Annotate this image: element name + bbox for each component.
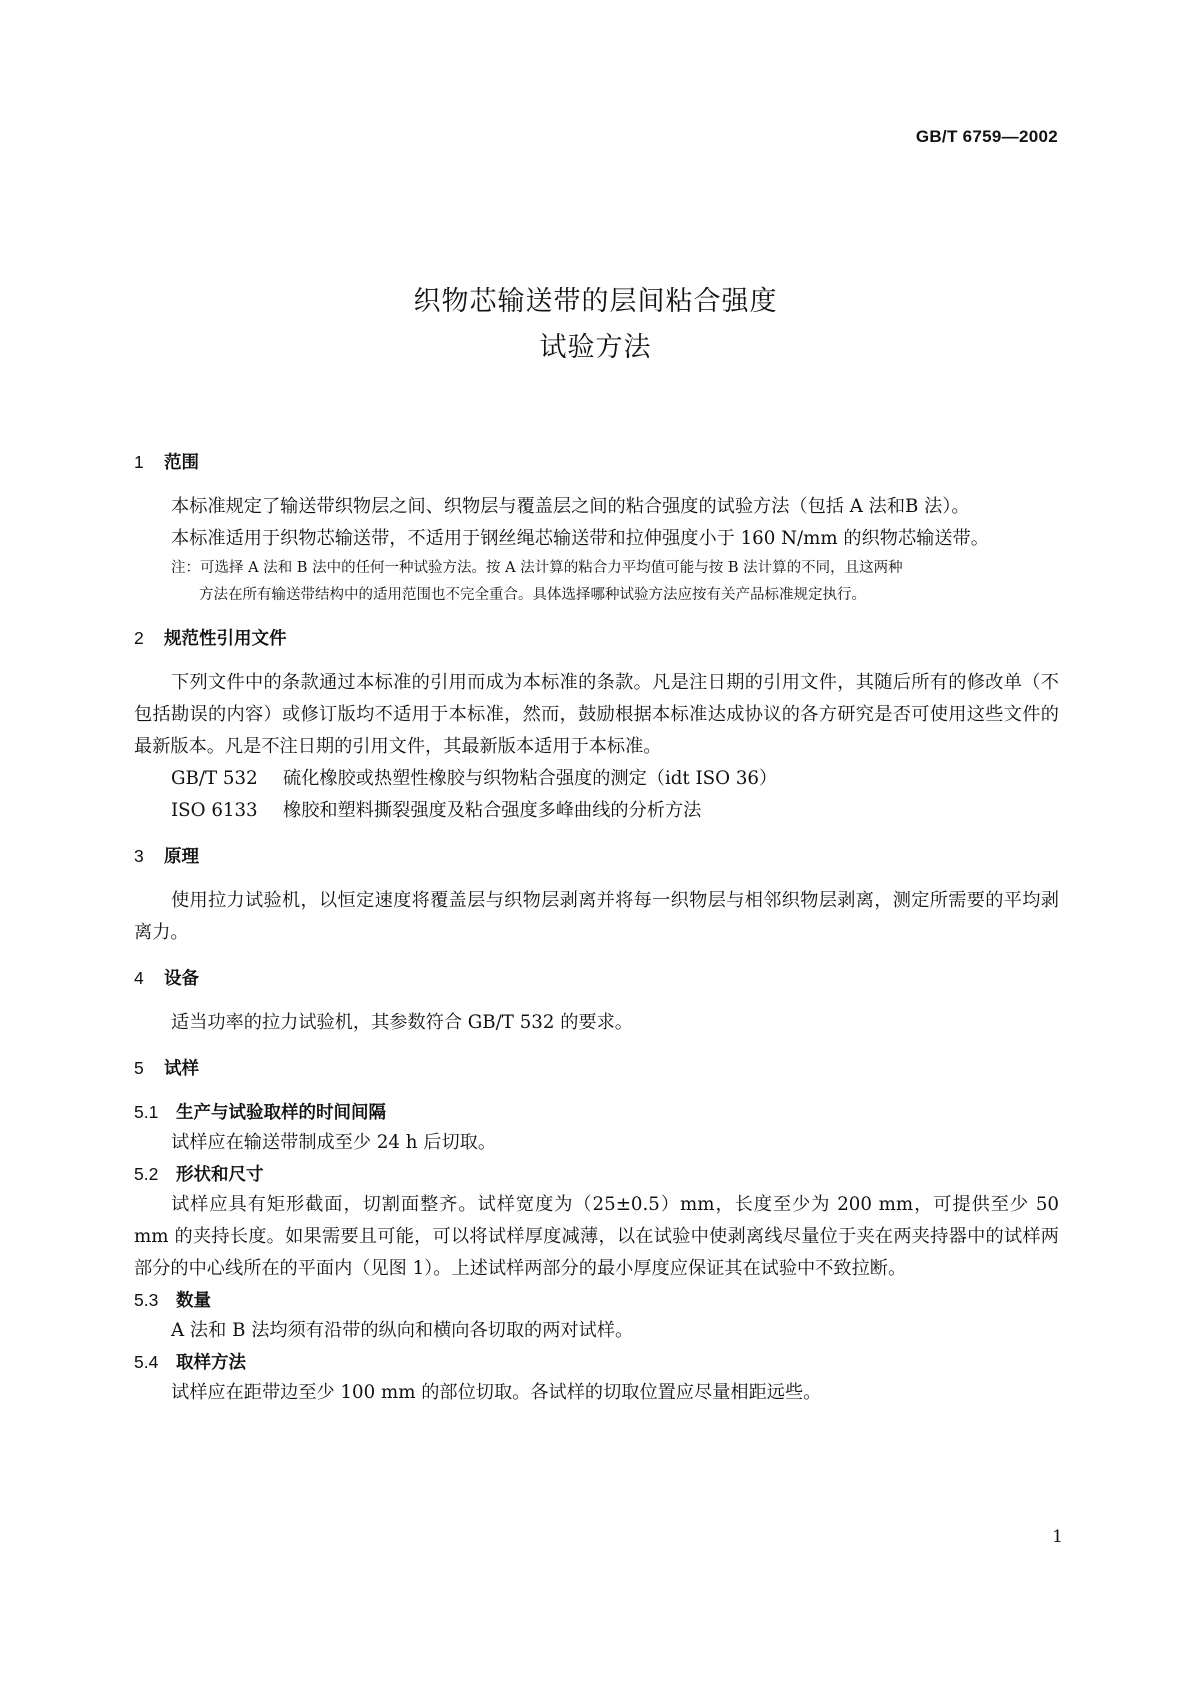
- paragraph: 下列文件中的条款通过本标准的引用而成为本标准的条款。凡是注日期的引用文件，其随后所有的修改单（不包括勘误的内容）或修订版均不适用于本标准，然而，鼓励根据本标准达成协议的各方研究是否可使用这些文件的最新版本。凡是不注日期的引用文件，其最新版本适用于本标准。: [134, 672, 1059, 757]
- paragraph: 适当功率的拉力试验机，其参数符合 GB/T 532 的要求。: [171, 1012, 633, 1033]
- paragraph: 试样应在距带边至少 100 mm 的部位切取。各试样的切取位置应尽量相距远些。: [171, 1382, 822, 1403]
- subsection-heading: 5.1 生产与试验取样的时间间隔: [134, 1102, 386, 1123]
- document-subtitle: 试验方法: [539, 332, 652, 363]
- note: 注：可选择 A 法和 B 法中的任何一种试验方法。按 A 法计算的粘合力平均值可能与按 B 法计算的不同，且这两种 方法在所有输送带结构中的适用范围也不完全重合。具体选择哪种试验方法应按有关产品标准规定执行。: [171, 560, 903, 603]
- section-heading: 4 设备: [134, 968, 199, 989]
- paragraph: 试样应在输送带制成至少 24 h 后切取。: [171, 1132, 497, 1153]
- paragraph: 本标准适用于织物芯输送带，不适用于钢丝绳芯输送带和拉伸强度小于 160 N/mm 的织物芯输送带。: [171, 528, 989, 549]
- subsection-heading: 5.4 取样方法: [134, 1352, 246, 1373]
- section-heading: 1 范围: [134, 452, 199, 473]
- paragraph: 本标准规定了输送带织物层之间、织物层与覆盖层之间的粘合强度的试验方法（包括 A 法和B 法）。: [171, 496, 970, 517]
- paragraph: A 法和 B 法均须有沿带的纵向和横向各切取的两对试样。: [171, 1320, 634, 1341]
- reference-item: ISO 6133 橡胶和塑料撕裂强度及粘合强度多峰曲线的分析方法: [171, 800, 702, 821]
- reference-item: GB/T 532 硫化橡胶或热塑性橡胶与织物粘合强度的测定（idt ISO 36）: [171, 768, 778, 789]
- section-heading: 3 原理: [134, 846, 199, 867]
- subsection-heading: 5.2 形状和尺寸: [134, 1164, 264, 1185]
- standard-number: GB/T 6759—2002: [915, 127, 1058, 146]
- document-title: 织物芯输送带的层间粘合强度: [413, 286, 778, 317]
- paragraph: 试样应具有矩形截面，切割面整齐。试样宽度为（25±0.5）mm，长度至少为 200 mm，可提供至少 50 mm 的夹持长度。如果需要且可能，可以将试样厚度减薄，以在试验中使剥离线尽量位于夹在两夹持器中的试样两部分的中心线所在的平面内（见图 1）。上述试样两部分的最小厚度应保证其在试验中不致拉断。: [134, 1194, 1059, 1279]
- page-number: 1: [1052, 1527, 1063, 1547]
- document-body: [134, 447, 1059, 1409]
- subsection-heading: 5.3 数量: [134, 1290, 211, 1311]
- section-heading: 2 规范性引用文件: [134, 628, 287, 649]
- paragraph: 使用拉力试验机，以恒定速度将覆盖层与织物层剥离并将每一织物层与相邻织物层剥离，测定所需要的平均剥离力。: [134, 890, 1059, 943]
- section-heading: 5 试样: [134, 1058, 199, 1079]
